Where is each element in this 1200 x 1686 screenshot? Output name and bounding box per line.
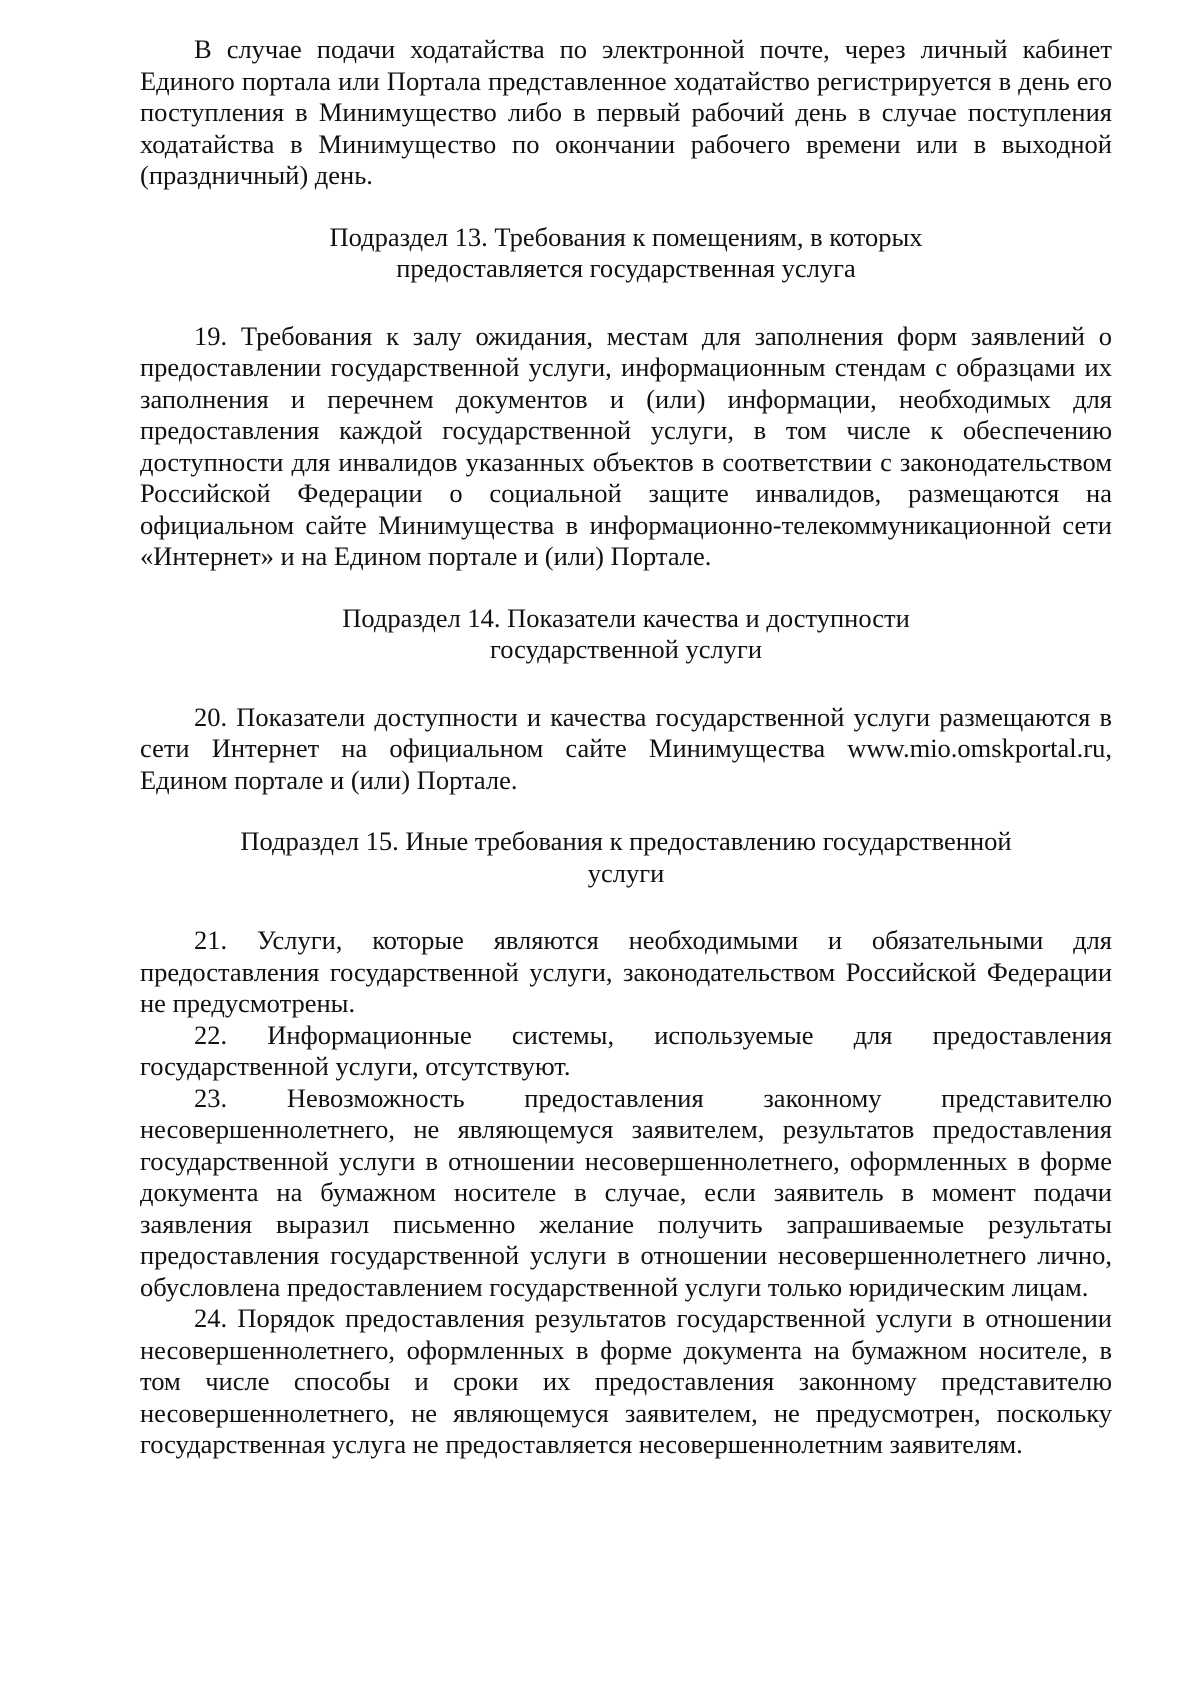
paragraph-20: 20. Показатели доступности и качества государственной услуги размещаются в сети Интернет на официальном сайте Минимущества www.mio.omskportal.ru, Едином портале и (или) Портале.	[140, 701, 1112, 795]
paragraph-intro: В случае подачи ходатайства по электронной почте, через личный кабинет Единого портала или Портала представленное ходатайство регистрируется в день его поступления в Минимущество либо в первый рабочий день в случае поступления ходатайства в Минимущество по окончании рабочего времени или в выходной (праздничный) день.	[140, 34, 1112, 190]
subsection-14-heading	[140, 603, 1112, 666]
subsection-15-heading-line2: услуги	[587, 857, 665, 888]
subsection-15-heading-line1: Подраздел 15. Иные требования к предоставлению государственной	[240, 826, 1012, 856]
paragraph-23: 23. Невозможность предоставления законному представителю несовершеннолетнего, не являющемуся заявителем, результатов предоставления государственной услуги в отношении несовершеннолетнего, оформленных в форме документа на бумажном носителе в случае, если заявитель в момент подачи заявления выразил письменно желание получить запрашиваемые результаты предоставления государственной услуги в отношении несовершеннолетнего лично, обусловлена предоставлением государственной услуги только юридическим лицам.	[140, 1082, 1112, 1302]
paragraph-19: 19. Требования к залу ожидания, местам для заполнения форм заявлений о предоставлении государственной услуги, информационным стендам с образцами их заполнения и перечнем документов и (или) информации, необходимых для предоставления каждой государственной услуги, в том числе к обеспечению доступности для инвалидов указанных объектов в соответствии с законодательством Российской Федерации о социальной защите инвалидов, размещаются на официальном сайте Минимущества в информационно-телекоммуникационной сети «Интернет» и на Едином портале и (или) Портале.	[140, 320, 1112, 571]
paragraph-21: 21. Услуги, которые являются необходимыми и обязательными для предоставления государственной услуги, законодательством Российской Федерации не предусмотрены.	[140, 925, 1112, 1018]
document-body	[140, 34, 1112, 1461]
paragraph-24: 24. Порядок предоставления результатов государственной услуги в отношении несовершеннолетнего, оформленных в форме документа на бумажном носителе, в том числе способы и сроки их предоставления законному представителю несовершеннолетнего, не являющемуся заявителем, не предусмотрен, поскольку государственная услуга не предоставляется несовершеннолетним заявителям.	[140, 1303, 1112, 1459]
paragraph-22: 22. Информационные системы, используемые для предоставления государственной услуги, отсутствуют.	[140, 1019, 1112, 1081]
subsection-13-heading-line1: Подраздел 13. Требования к помещениям, в которых	[329, 221, 923, 252]
subsection-13-heading-line2: предоставляется государственная услуга	[396, 253, 856, 283]
subsection-14-heading-line1: Подраздел 14. Показатели качества и доступности	[342, 602, 910, 633]
subsection-14-heading-line2: государственной услуги	[489, 634, 763, 664]
subsection-15-heading	[140, 826, 1112, 889]
subsection-13-heading	[140, 222, 1112, 285]
